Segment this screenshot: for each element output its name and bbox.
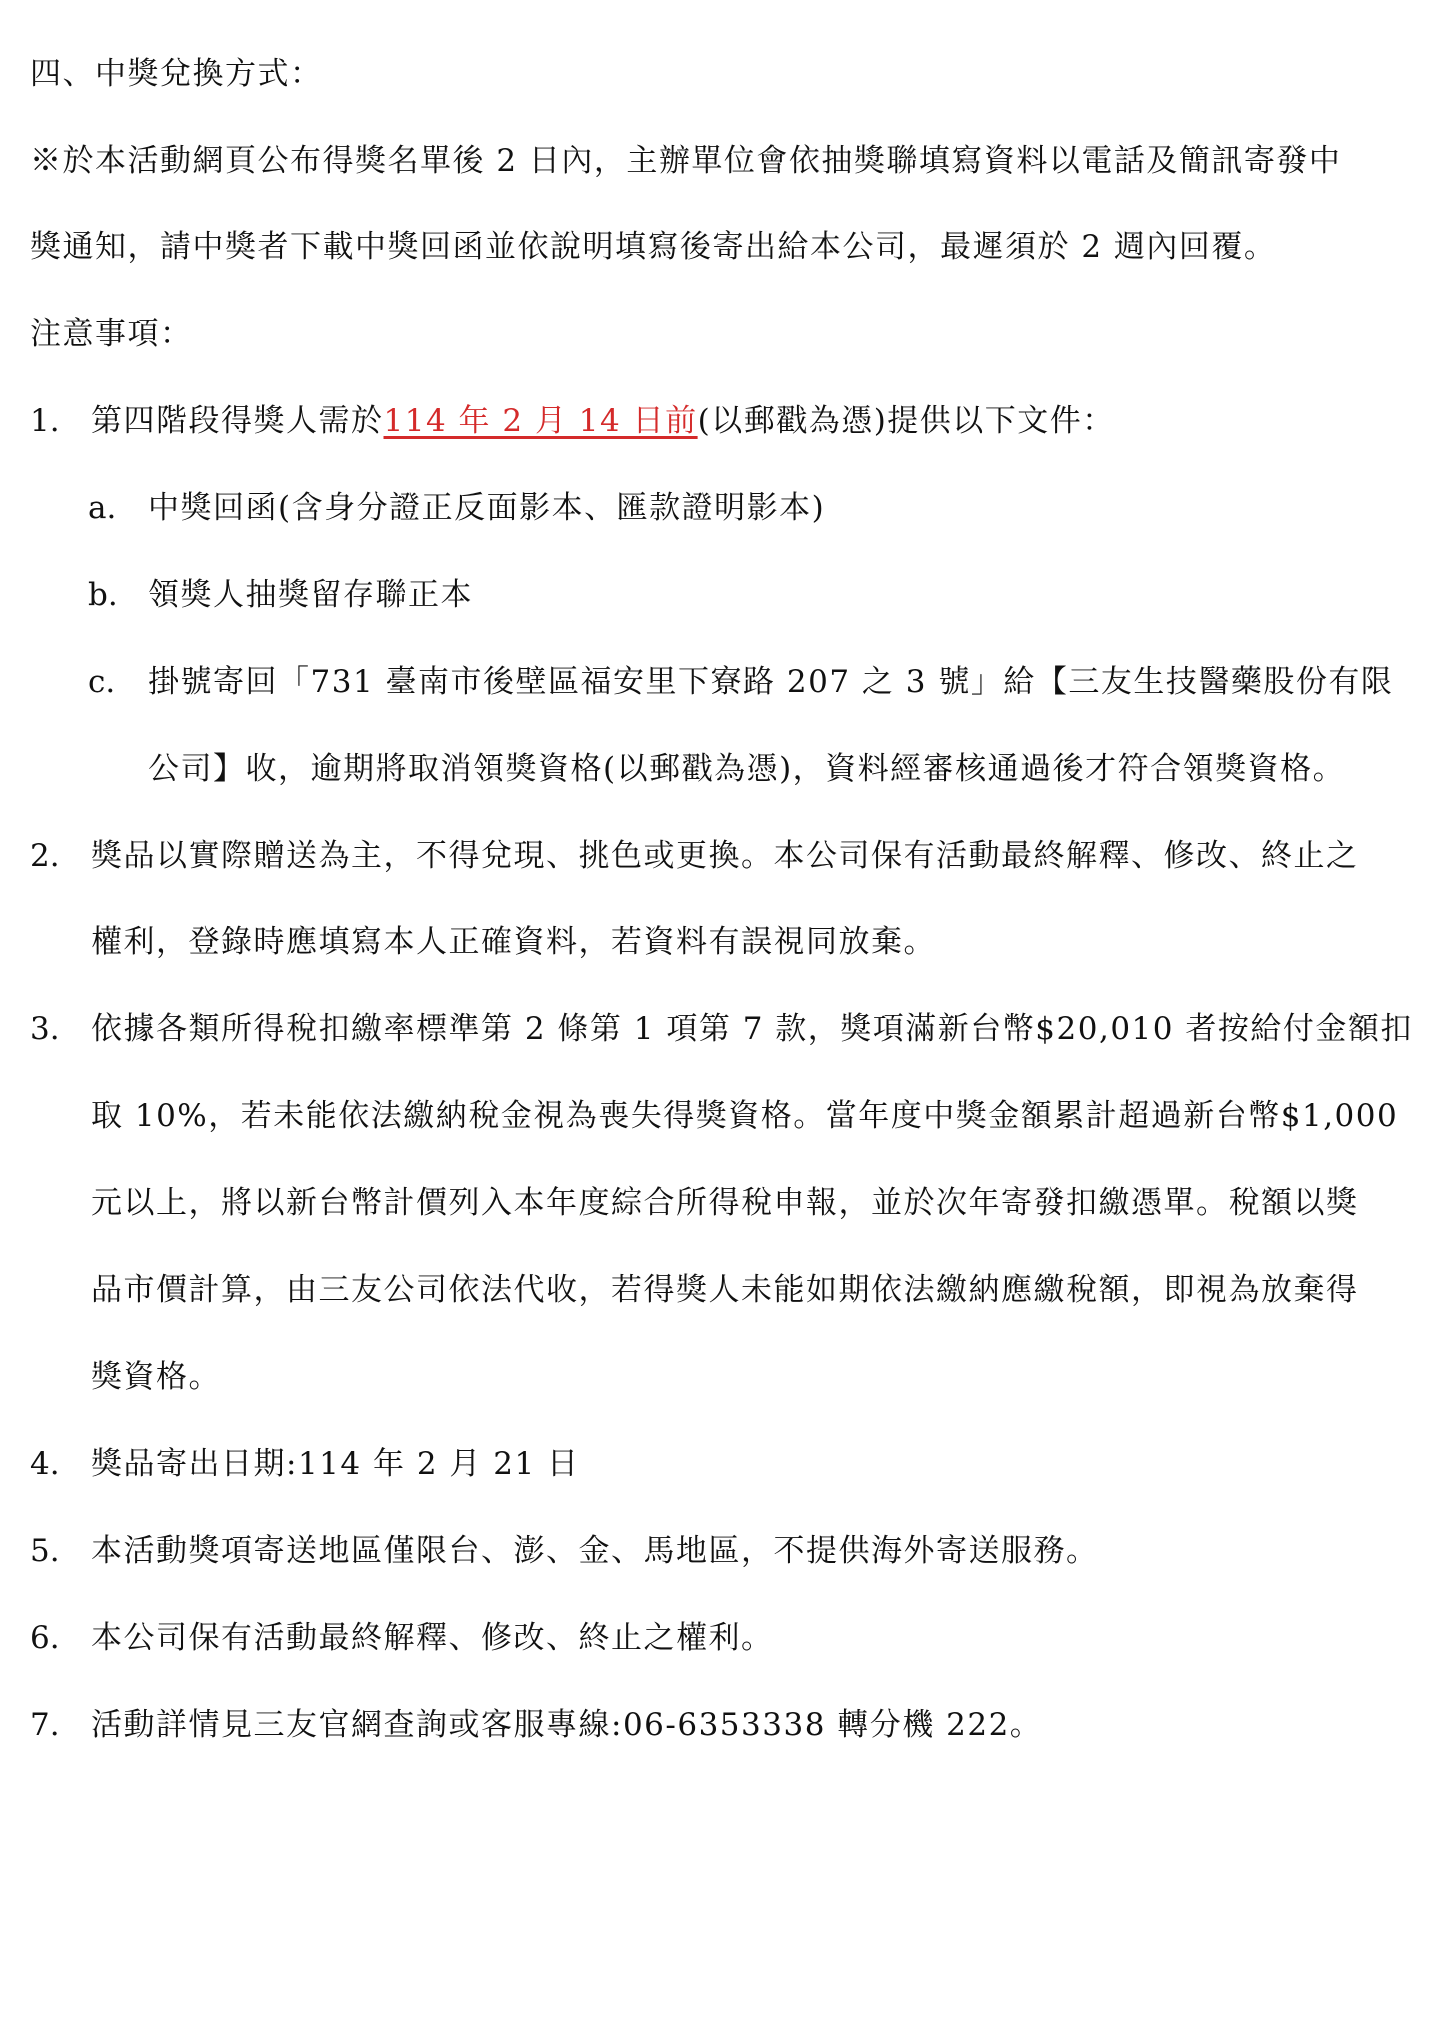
item-4-number: 4. [30, 1446, 60, 1482]
item-3-line-1: 依據各類所得稅扣繳率標準第 2 條第 1 項第 7 款，獎項滿新台幣$20,010 者按給付金額扣 [91, 1011, 1413, 1047]
item-1-number: 1. [30, 403, 60, 439]
subitem-a-letter: a. [88, 490, 117, 526]
section-heading: 四、中獎兌換方式： [30, 56, 323, 92]
item-6-number: 6. [30, 1620, 60, 1656]
subitem-c-text-line-1: 掛號寄回「731 臺南市後壁區福安里下寮路 207 之 3 號」給【三友生技醫藥股份有限 [148, 664, 1394, 700]
item-2-number: 2. [30, 838, 60, 874]
item-5-text: 本活動獎項寄送地區僅限台、澎、金、馬地區，不提供海外寄送服務。 [91, 1533, 1099, 1569]
item-3-number: 3. [30, 1011, 60, 1047]
item-3-line-4: 品市價計算，由三友公司依法代收，若得獎人未能如期依法繳納應繳稅額，即視為放棄得 [91, 1272, 1359, 1308]
subitem-c-text-line-2: 公司】收，逾期將取消領獎資格(以郵戳為憑)，資料經審核通過後才符合領獎資格。 [148, 751, 1346, 787]
subitem-a-text: 中獎回函(含身分證正反面影本、匯款證明影本) [148, 490, 826, 526]
item-1-text-before: 第四階段得獎人需於 [91, 403, 384, 439]
item-2-line-1: 獎品以實際贈送為主，不得兌現、挑色或更換。本公司保有活動最終解釋、修改、終止之 [91, 838, 1359, 874]
notes-heading: 注意事項： [30, 316, 193, 352]
item-7-number: 7. [30, 1707, 60, 1743]
subitem-b-text: 領獎人抽獎留存聯正本 [148, 577, 473, 613]
item-3-line-5: 獎資格。 [91, 1359, 221, 1395]
item-6-text: 本公司保有活動最終解釋、修改、終止之權利。 [91, 1620, 774, 1656]
item-1-text [91, 401, 1115, 441]
item-2-line-2: 權利，登錄時應填寫本人正確資料，若資料有誤視同放棄。 [91, 924, 936, 960]
subitem-b-letter: b. [88, 577, 118, 613]
subitem-c-letter: c. [88, 664, 116, 700]
item-3-line-2: 取 10%，若未能依法繳納稅金視為喪失得獎資格。當年度中獎金額累計超過新台幣$1,000 [91, 1098, 1399, 1134]
item-1-text-after: (以郵戳為憑)提供以下文件： [697, 403, 1115, 439]
item-7-text: 活動詳情見三友官網查詢或客服專線:06-6353338 轉分機 222。 [91, 1707, 1043, 1743]
intro-line-2: 獎通知，請中獎者下載中獎回函並依說明填寫後寄出給本公司，最遲須於 2 週內回覆。 [30, 229, 1277, 265]
item-5-number: 5. [30, 1533, 60, 1569]
item-4-text: 獎品寄出日期:114 年 2 月 21 日 [91, 1446, 580, 1482]
intro-line-1: ※於本活動網頁公布得獎名單後 2 日內，主辦單位會依抽獎聯填寫資料以電話及簡訊寄發中 [30, 143, 1342, 179]
item-3-line-3: 元以上，將以新台幣計價列入本年度綜合所得稅申報，並於次年寄發扣繳憑單。稅額以獎 [91, 1185, 1359, 1221]
item-1-deadline: 114 年 2 月 14 日前 [383, 403, 698, 439]
